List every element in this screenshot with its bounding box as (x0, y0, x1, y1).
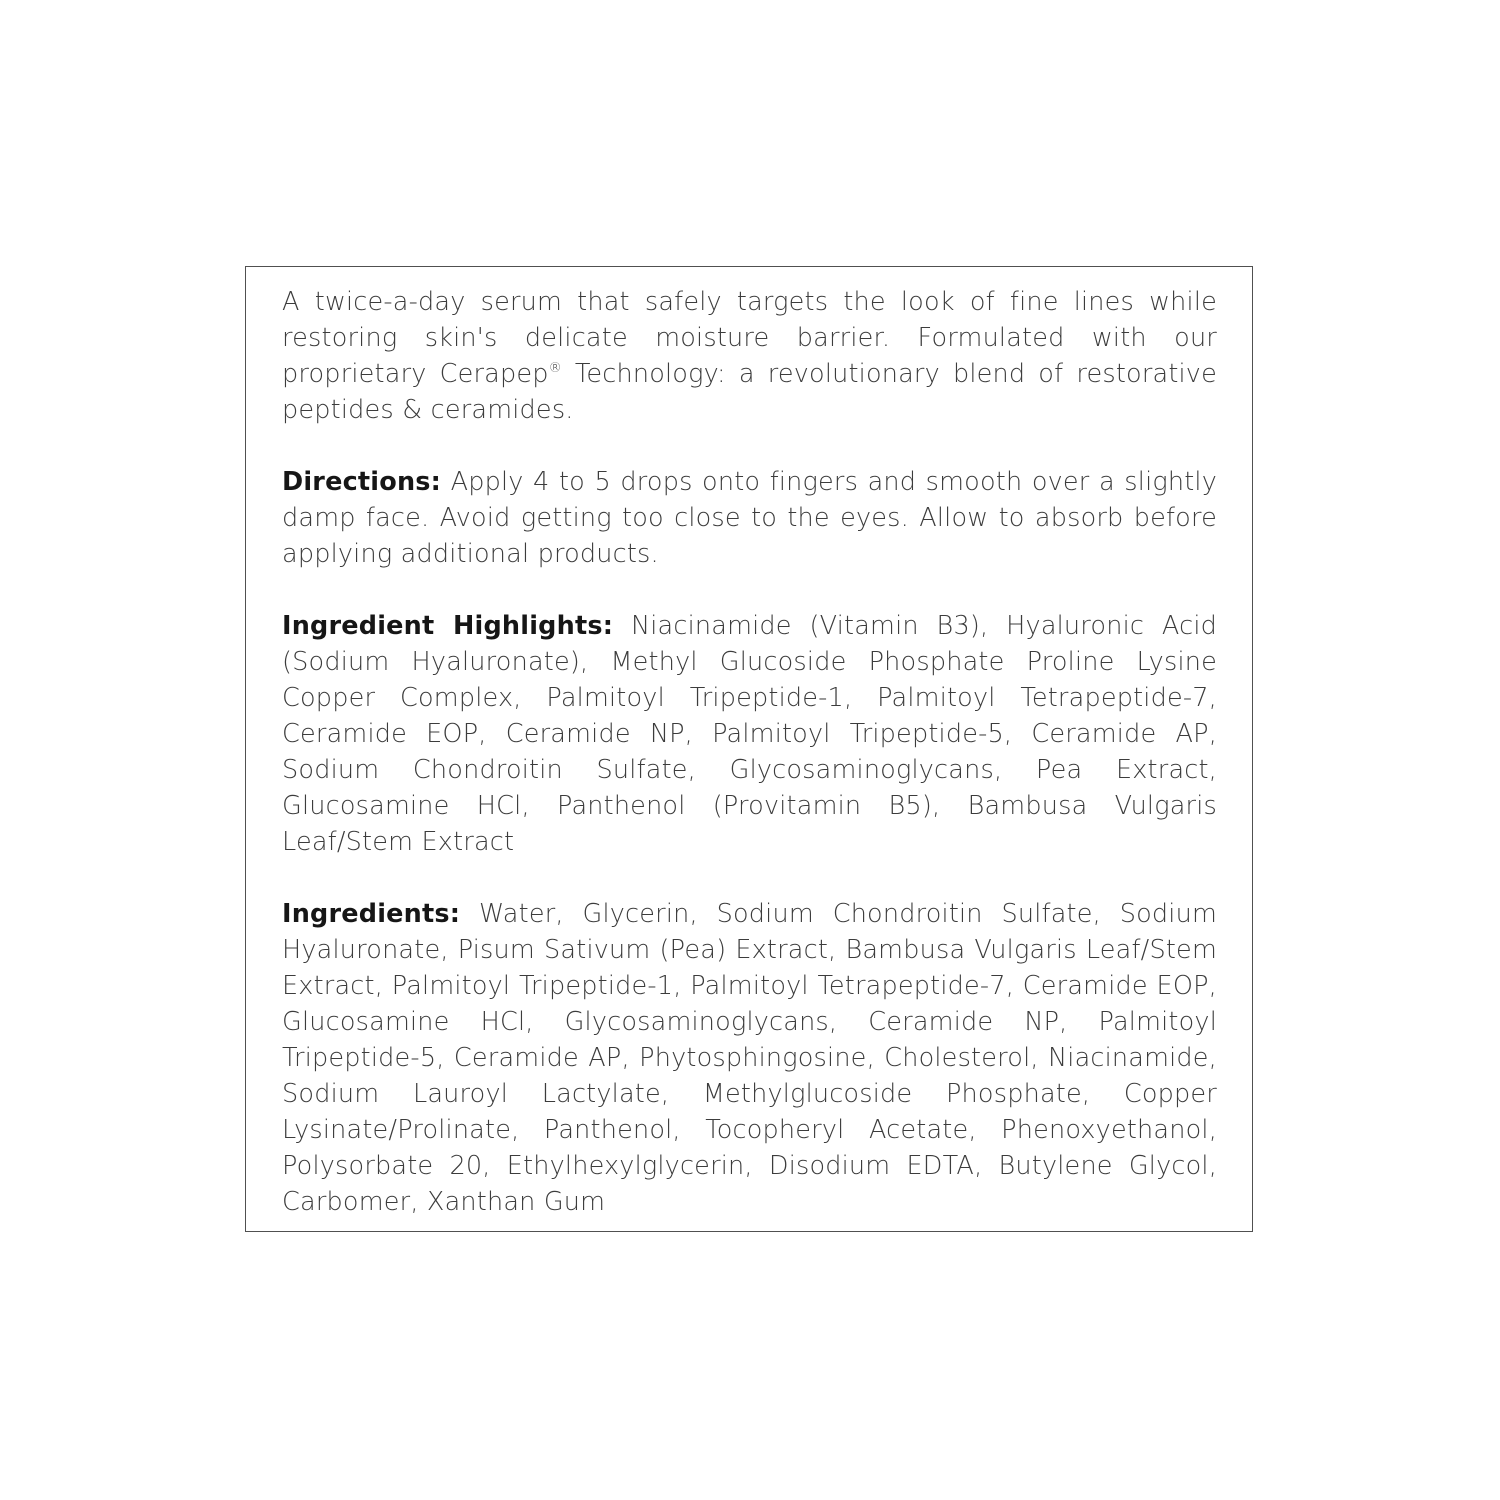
product-info-panel (245, 266, 1253, 1232)
ingredients-label: Ingredients: (282, 899, 461, 929)
ingredient-highlights-label: Ingredient Highlights: (282, 611, 614, 641)
directions-text: Apply 4 to 5 drops onto fingers and smooth over a slightly damp face. Avoid getting too close to the eyes. Allow to absorb before applying additional products. (282, 467, 1217, 569)
ingredient-highlights-section (282, 608, 1217, 860)
ingredients-section (282, 896, 1217, 1220)
registered-mark: ® (548, 361, 562, 376)
product-description (282, 284, 1217, 428)
directions-label: Directions: (282, 467, 442, 497)
description-text: A twice-a-day serum that safely targets the look of fine lines while restoring skin's delicate moisture barrier. Formulated with our proprietary Cerapep (282, 287, 1217, 389)
directions-section (282, 464, 1217, 572)
ingredients-text: Water, Glycerin, Sodium Chondroitin Sulfate, Sodium Hyaluronate, Pisum Sativum (Pea) Extract, Bambusa Vulgaris Leaf/Stem Extract, Palmitoyl Tripeptide-1, Palmitoyl Tetrapeptide-7, Ceramide EOP, Glucosamine HCl, Glycosaminoglycans, Ceramide NP, Palmitoyl Tripeptide-5, Ceramide AP, Phytosphingosine, Cholesterol, Niacinamide, Sodium Lauroyl Lactylate, Methylglucoside Phosphate, Copper Lysinate/Prolinate, Panthenol, Tocopheryl Acetate, Phenoxyethanol, Polysorbate 20, Ethylhexylglycerin, Disodium EDTA, Butylene Glycol, Carbomer, Xanthan Gum (282, 899, 1217, 1217)
description-text-continued: Technology: a revolutionary blend of restorative peptides & ceramides. (282, 359, 1217, 425)
ingredient-highlights-text: Niacinamide (Vitamin B3), Hyaluronic Acid (Sodium Hyaluronate), Methyl Glucoside Phosphate Proline Lysine Copper Complex, Palmitoyl Tripeptide-1, Palmitoyl Tetrapeptide-7, Ceramide EOP, Ceramide NP, Palmitoyl Tripeptide-5, Ceramide AP, Sodium Chondroitin Sulfate, Glycosaminoglycans, Pea Extract, Glucosamine HCl, Panthenol (Provitamin B5), Bambusa Vulgaris Leaf/Stem Extract (282, 611, 1217, 857)
